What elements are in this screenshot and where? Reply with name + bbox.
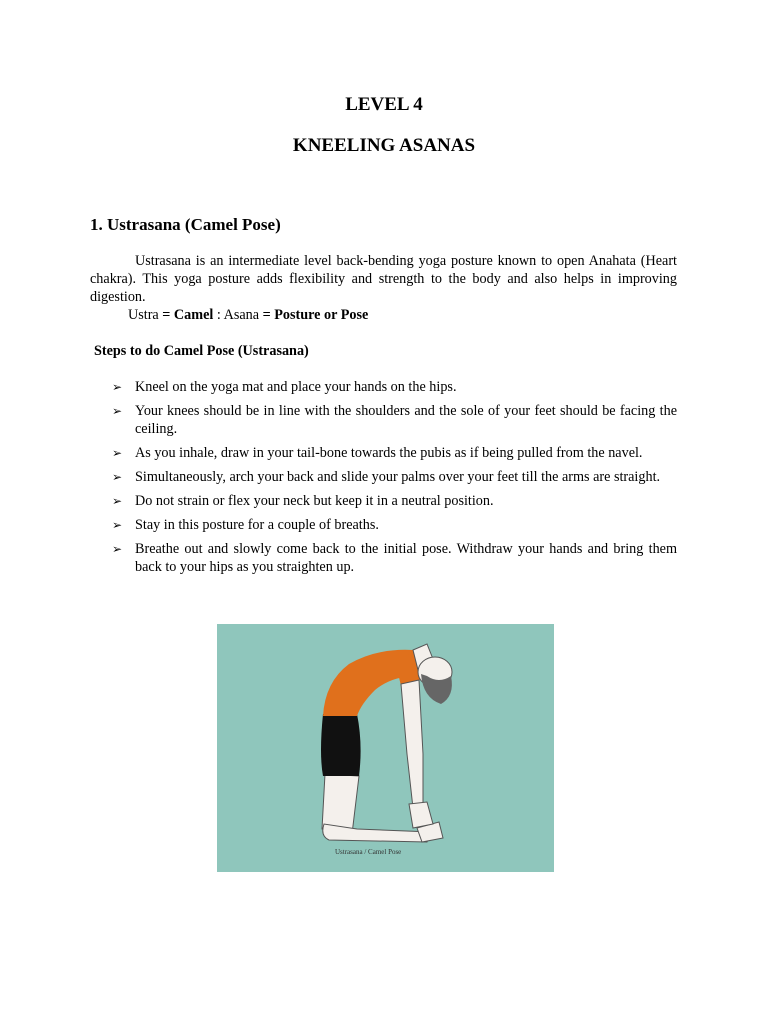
figure-caption: Ustrasana / Camel Pose — [335, 848, 402, 856]
meaning-def-posture: Posture or Pose — [274, 307, 369, 323]
steps-heading: Steps to do Camel Pose (Ustrasana) — [94, 343, 309, 359]
step-text: As you inhale, draw in your tail-bone towards the pubis as if being pulled from the navel. — [135, 445, 643, 461]
list-item — [112, 444, 677, 462]
meaning-def-camel: Camel — [173, 307, 214, 323]
section-title: KNEELING ASANAS — [292, 135, 476, 156]
level-title: LEVEL 4 — [345, 94, 423, 115]
step-text: Your knees should be in line with the shoulders and the sole of your feet should be facing the ceiling. — [135, 403, 677, 437]
arrow-bullet-icon: ➢ — [112, 518, 123, 532]
intro-paragraph: Ustrasana is an intermediate level back-bending yoga posture known to open Anahata (Heart chakra). This yoga posture adds flexibility and strength to the body and also helps in improving digestion. — [90, 253, 677, 305]
meaning-term-asana: Asana — [223, 307, 260, 323]
name-meaning — [128, 306, 368, 324]
camel-pose-figure — [217, 624, 554, 872]
list-item — [112, 468, 677, 486]
arrow-bullet-icon: ➢ — [112, 380, 123, 394]
step-text: Do not strain or flex your neck but keep it in a neutral position. — [135, 493, 494, 509]
list-item — [112, 378, 677, 396]
arm — [401, 680, 423, 808]
arrow-bullet-icon: ➢ — [112, 470, 123, 484]
step-text: Kneel on the yoga mat and place your hands on the hips. — [135, 379, 457, 395]
shorts — [321, 714, 361, 776]
step-text: Simultaneously, arch your back and slide your palms over your feet till the arms are straight. — [135, 469, 661, 485]
arrow-bullet-icon: ➢ — [112, 404, 123, 418]
list-item — [112, 402, 677, 438]
meaning-separator: : — [213, 307, 224, 323]
list-item — [112, 492, 677, 510]
list-item — [112, 540, 677, 576]
arrow-bullet-icon: ➢ — [112, 494, 123, 508]
step-text: Stay in this posture for a couple of breaths. — [135, 517, 379, 533]
steps-list — [112, 378, 677, 582]
meaning-equals-1: = — [158, 307, 174, 323]
camel-pose-illustration — [217, 624, 554, 872]
arrow-bullet-icon: ➢ — [112, 542, 123, 556]
asana-heading: 1. Ustrasana (Camel Pose) — [90, 215, 281, 234]
arrow-bullet-icon: ➢ — [112, 446, 123, 460]
step-text: Breathe out and slowly come back to the initial pose. Withdraw your hands and bring them back to your hips as you straighten up. — [135, 541, 677, 575]
hand — [409, 802, 433, 828]
meaning-equals-2: = — [259, 307, 275, 323]
list-item — [112, 516, 677, 534]
meaning-term-ustra: Ustra — [128, 307, 159, 323]
